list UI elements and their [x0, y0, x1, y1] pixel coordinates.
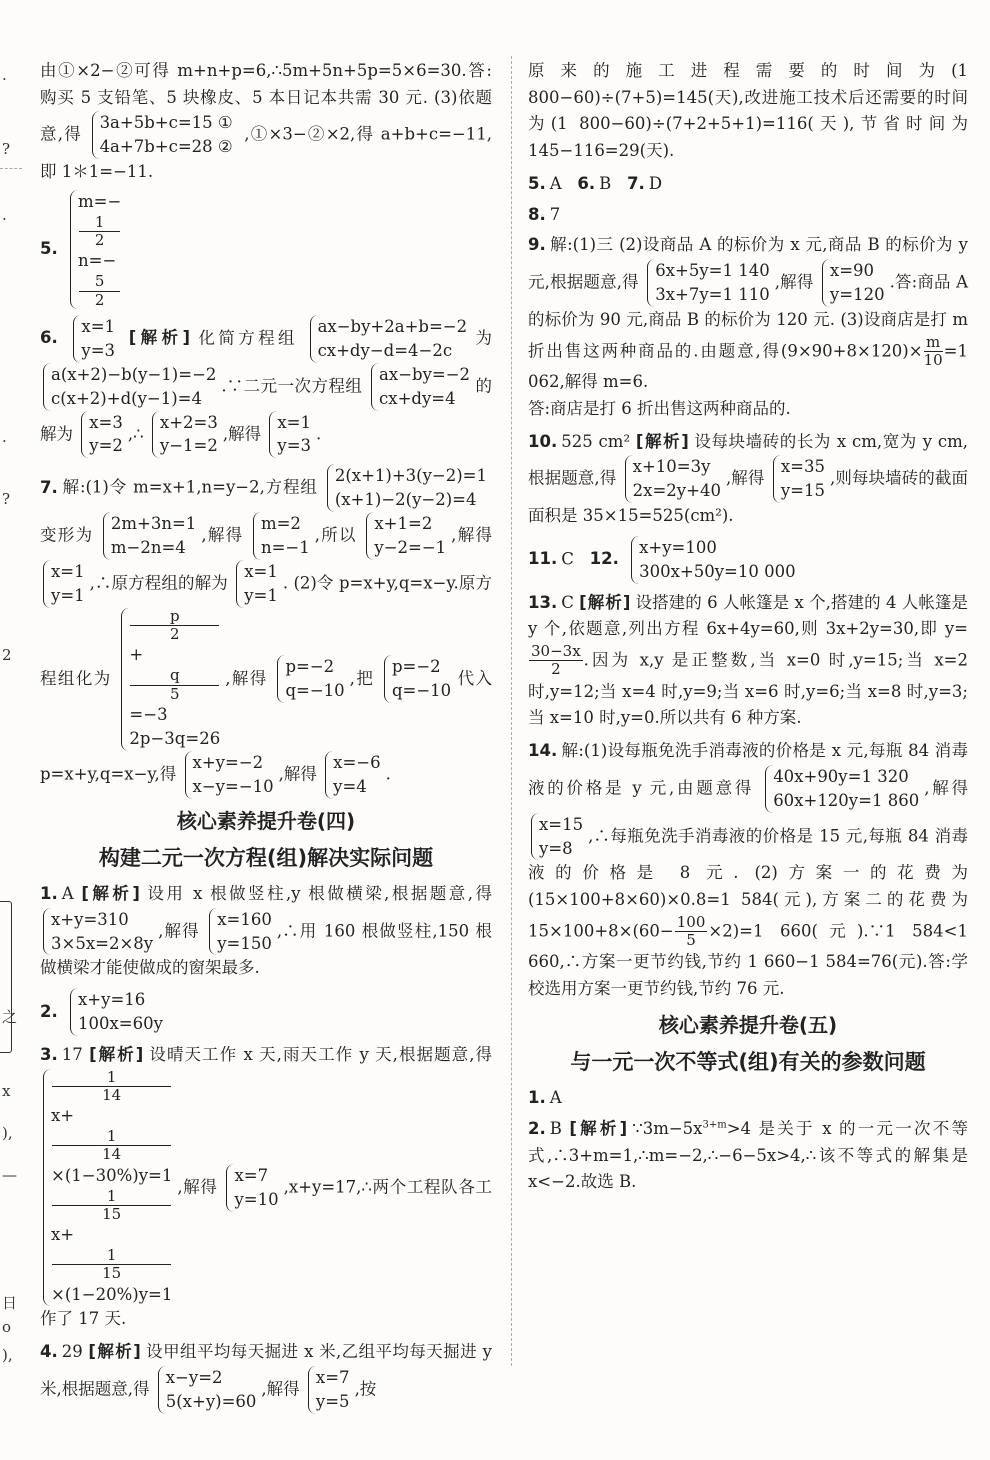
equation-system: m=− 1 2 n=− 5 2	[70, 190, 123, 309]
equation-system: x−y=2 5(x+y)=60	[158, 1366, 259, 1414]
fraction: $\frac{m}{10}$	[923, 332, 943, 369]
section-subtitle: 构建二元一次方程(组)解决实际问题	[98, 845, 434, 870]
edge-char: x	[2, 1082, 11, 1100]
equation-system: x=15 y=8	[531, 813, 585, 861]
s5-answer-2: 2. B [解析] $\because 3m-5x^{3+m}>4$ 是关于 x 的一元一次不等式,∴3+m=1,∴m=−2,∴−6−5x>4,∴该不等式的解集是 x<−2.故选 B.	[528, 1118, 968, 1192]
answers-11-12: 11. C 12. x+y=100 300x+50y=10 000	[528, 536, 968, 584]
equation-system: ax−by+2a+b=−2 cx+dy−d=4−2c	[310, 315, 470, 363]
equation-system: p=−2 q=−10	[277, 655, 346, 703]
equation-system: x+y=310 3×5x=2×8y	[43, 908, 155, 956]
equation-system: x=1 y=1	[236, 560, 280, 608]
equation-system: x=1 y=3	[73, 315, 117, 363]
equation-system: x=90 y=120	[822, 259, 887, 307]
column-divider	[511, 56, 512, 1366]
s5-answer-1: 1. A	[528, 1088, 562, 1108]
answer-6: 6. x=1 y=3 [解析] 化简方程组 ax−by+2a+b=−2 cx+dy−d=4−2c 为 a(x+2)−b(y−1)=−2 c(x+2)+d(y−1)=4 .∵二元一次方程组 ax−by=−2 cx+dy=4 的解为 x=3 y=2 ,∴ x+2=3 y−1=2 ,解得 x=1 y=3 .	[40, 315, 492, 459]
s4-answer-1: 1. A [解析] 设用 x 根做竖柱,y 根做横梁,根据题意,得 x+y=310 3×5x=2×8y ,解得 x=160 y=150 ,∴用 160 根做竖柱,150 根做横梁才能使做成的窗架最多.	[40, 883, 492, 978]
equation-system: x=35 y=15	[773, 455, 827, 503]
equation-system: a(x+2)−b(y−1)=−2 c(x+2)+d(y−1)=4	[43, 363, 218, 411]
edge-box	[0, 901, 12, 1053]
equation-system: x=7 y=10	[226, 1164, 280, 1212]
edge-char: ?	[2, 140, 11, 158]
equation-system: x+y=−2 x−y=−10	[185, 751, 276, 799]
edge-char: ?	[2, 490, 11, 508]
answer-7: 7. 解:(1)令 m=x+1,n=y−2,方程组 2(x+1)+3(y−2)=1 (x+1)−2(y−2)=4 变形为 2m+3n=1 m−2n=4 ,解得 m=2 n=−1 ,所以 x+1=2 y−2=−1 ,解得 x=1 y=1 ,∴原方程组的解为 x=1 y=1 . (2)令 p=x+y,q=x−y.原方程组化为 p 2 + q 5 =−3 2p−3q=26 ,解得 p=−2 q=−10 ,把 p=−2 q=−10 代入 p=x+y,q=x−y,得 x+y=−2 x−y=−10 ,解得 x=−6 y=4 .	[40, 464, 492, 798]
edge-char: ),	[2, 1124, 13, 1142]
equation-system: x+1=2 y−2=−1	[366, 512, 448, 560]
equation-system: 40x+90y=1 320 60x+120y=1 860	[765, 765, 921, 813]
answer-13: 13. C [解析] 设搭建的 6 人帐篷是 x 个,搭建的 4 人帐篷是 y 个,依题意,列出方程 6x+4y=60,则 3x+2y=30,即 y= $\frac{30-3x}{2}$ .因为 x,y 是正整数,当 x=0 时,y=15;当 x=2 时,y=12;当 x=4 时,y=9;当 x=6 时,y=6;当 x=8 时,y=3;当 x=10 时,y=0.所以共有 6 种方案.	[528, 592, 968, 728]
section-subtitle: 与一元一次不等式(组)有关的参数问题	[570, 1050, 926, 1075]
equation-system: x=3 y=2	[81, 411, 125, 459]
analysis-tag: [解析]	[88, 1342, 142, 1362]
analysis-tag: [解析]	[635, 431, 690, 451]
answer-14: 14. 解:(1)设每瓶免洗手消毒液的价格是 x 元,每瓶 84 消毒液的价格是 y 元,由题意得 40x+90y=1 320 60x+120y=1 860 ,解得 x=15 y=8 ,∴每瓶免洗手消毒液的价格是 15 元,每瓶 84 消毒液的价格是 8 元. (2)方案一的花费为(15×100+8×60)×0.8=1 584(元),方案二的花费为 15×100+8×(60− $\frac{100}{5}$ ×2)=1 660(元).∵1 584<1 660,∴方案一更节约钱,节约 1 660−1 584=76(元).答:学校选用方案一更节约钱,节约 76 元.	[528, 741, 969, 999]
analysis-tag: [解析]	[89, 1045, 145, 1065]
equation-system: x+y=16 100x=60y	[70, 988, 165, 1036]
answer-8: 8. 7	[528, 204, 561, 224]
edge-char: ·	[2, 432, 7, 450]
equation-system: p 2 + q 5 =−3 2p−3q=26	[121, 608, 222, 751]
equation-system: m=2 n=−1	[253, 512, 312, 560]
edge-char: ),	[2, 1346, 13, 1364]
edge-char: .	[2, 206, 7, 224]
equation-system: p=−2 q=−10	[384, 655, 453, 703]
edge-char: —	[2, 1166, 17, 1184]
equation-system: x=−6 y=4	[325, 751, 382, 799]
equation-system: 6x+5y=1 140 3x+7y=1 110	[647, 259, 772, 307]
analysis-tag: [解析]	[81, 883, 141, 903]
equation-system: x=1 y=3	[269, 411, 313, 459]
equation-system: 3a+5b+c=15 ① 4a+7b+c=28 ②	[92, 111, 235, 159]
edge-char: 2	[2, 646, 12, 664]
answer-9: 9. 解:(1)三 (2)设商品 A 的标价为 x 元,商品 B 的标价为 y 元,根据题意,得 6x+5y=1 140 3x+7y=1 110 ,解得 x=90 y=120 .答:商品 A 的标价为 90 元,商品 B 的标价为 120 元. (3)设商店是打 m 折出售这两种商品的.由题意,得(9×90+8×120)× $\frac{m}{10}$ =1 062,解得 m=6. 答:商店是打 6 折出售这两种商品的.	[528, 235, 969, 418]
analysis-tag: [解析]	[579, 592, 632, 612]
right-column	[528, 58, 968, 1200]
equation-system: x+10=3y 2x=2y+40	[625, 455, 723, 503]
answer-4-continued-right: 原来的施工进程需要的时间为(1 800−60)÷(7+5)=145(天),改进施工技术后还需要的时间为(1 800−60)÷(7+2+5+1)=116(天),节省时间为 145−116=29(天).	[528, 61, 968, 161]
s4-answer-2: 2. x+y=16 100x=60y	[40, 988, 492, 1036]
edge-divider	[0, 168, 22, 169]
edge-char: 之	[2, 1008, 18, 1026]
fraction: $\frac{30-3x}{2}$	[531, 642, 581, 679]
analysis-tag: [解析]	[569, 1118, 629, 1138]
equation-system: 2(x+1)+3(y−2)=1 (x+1)−2(y−2)=4	[327, 464, 489, 512]
equation-system: x=160 y=150	[209, 908, 274, 956]
equation-system: x+2=3 y−1=2	[152, 411, 220, 459]
edge-char: 日	[2, 1294, 18, 1312]
equation-system: x=1 y=1	[43, 560, 87, 608]
analysis-tag: [解析]	[128, 328, 191, 348]
s4-answer-3: 3. 17 [解析] 设晴天工作 x 天,雨天工作 y 天,根据题意,得 1 14 x+ 1 14 ×(1−30%)y=1 1 15 x+ 1 15 ×(1−20%)y=1 ,解得 x=7 y=10 ,x+y=17,∴两个工程队各工作了 17 天.	[40, 1045, 493, 1329]
answer-5: 5. m=− 1 2 n=− 5 2	[40, 192, 122, 309]
answers-5-7: 5. A 6. B 7. D	[528, 173, 663, 193]
s4-answer-4: 4. 29 [解析] 设甲组平均每天掘进 x 米,乙组平均每天掘进 y 米,根据题意,得 x−y=2 5(x+y)=60 ,解得 x=7 y=5 ,按	[40, 1339, 492, 1414]
edge-char: .	[2, 66, 7, 84]
section-title: 核心素养提升卷(四)	[176, 808, 356, 833]
equation-system: 2m+3n=1 m−2n=4	[103, 512, 198, 560]
fraction: $\frac{100}{5}$	[676, 912, 706, 950]
left-column	[40, 58, 492, 1420]
answer-4-continued: 由①×2−②可得 m+n+p=6,∴5m+5n+5p=5×6=30.答:购买 5 支铅笔、5 块橡皮、5 本日记本共需 30 元. (3)依题意,得 3a+5b+c=15 ① 4a+7b+c=28 ② ,①×3−②×2,得 a+b+c=−11,即 1＊1=−11.	[40, 61, 492, 182]
equation-system: x=7 y=5	[308, 1366, 352, 1414]
left-margin-edge	[0, 56, 22, 1376]
equation-system: ax−by=−2 cx+dy=4	[371, 363, 472, 411]
equation-system: x+y=100 300x+50y=10 000	[631, 536, 798, 584]
edge-char: o	[2, 1318, 12, 1336]
section-title: 核心素养提升卷(五)	[658, 1012, 838, 1037]
equation-system: 1 14 x+ 1 14 ×(1−30%)y=1 1 15 x+ 1 15 ×(1−20%)y=1	[43, 1069, 174, 1307]
answer-10: 10. 525 cm² [解析] 设每块墙砖的长为 x cm,宽为 y cm,根据题意,得 x+10=3y 2x=2y+40 ,解得 x=35 y=15 ,则每块墙砖的截面面积是 35×15=525(cm²).	[528, 431, 968, 526]
